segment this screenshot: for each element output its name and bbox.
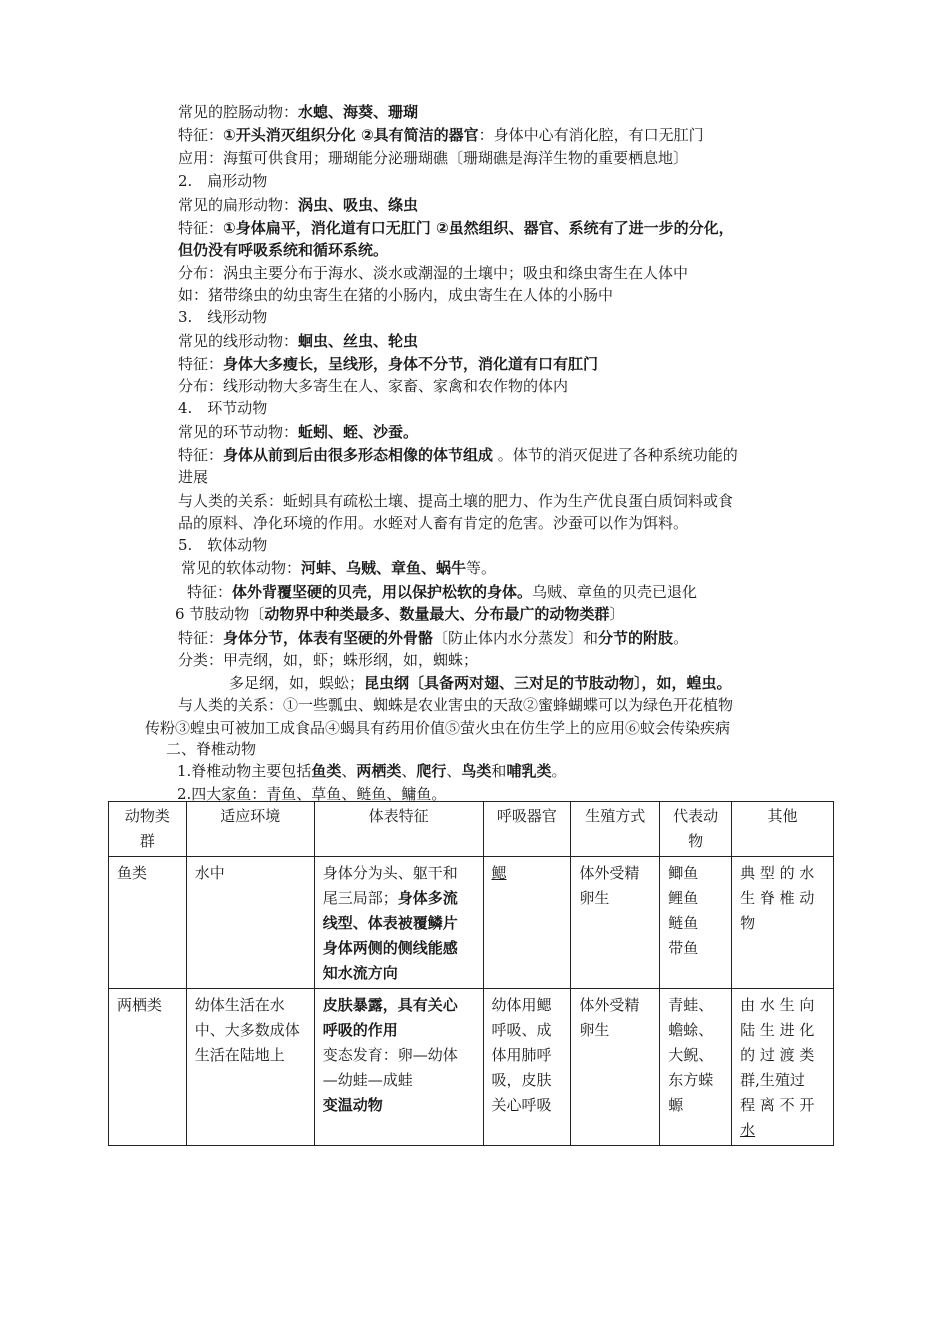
flatworm-feature-cont: 但仍没有呼吸系统和循环系统。: [178, 241, 389, 259]
amphibian-breath: 幼体用鳃 呼吸、成 体用肺呼 吸，皮肤 关心呼吸: [483, 989, 571, 1146]
fish-breath: 鳃: [483, 857, 571, 989]
amphibian-body: 皮肤暴露，具有关心 呼吸的作用 变态发育：卵—幼体 —幼蛙—成蛙 变温动物: [314, 989, 483, 1146]
annelid-heading: 4. 环节动物: [178, 399, 268, 417]
flatworm-common: 常见的扁形动物：涡虫、吸虫、绦虫: [178, 196, 419, 214]
vertebrate-item-2: 2.四大家鱼：青鱼、草鱼、鲢鱼、鳙鱼。: [177, 785, 447, 803]
fish-other: 典 型 的 水 生 脊 椎 动 物: [732, 857, 834, 989]
table-header-row: [109, 802, 834, 857]
amphibian-reps: 青蛙、 蟾蜍、 大鲵、 东方蝾 螈: [660, 989, 732, 1146]
annelid-feature-cont: 进展: [178, 468, 209, 486]
fish-env: 水中: [186, 857, 314, 989]
coelenterate-common: 常见的腔肠动物：水螅、海葵、珊瑚: [178, 103, 419, 121]
header-representatives: 代表动 物: [660, 802, 732, 857]
flatworm-feature: 特征：①身体扁平，消化道有口无肛门 ②虽然组织、器官、系统有了进一步的分化，: [178, 219, 734, 237]
header-environment: 适应环境: [186, 802, 314, 857]
flatworm-heading: 2. 扁形动物: [178, 172, 268, 190]
mollusk-heading: 5. 软体动物: [178, 536, 268, 554]
header-respiratory: 呼吸器官: [483, 802, 571, 857]
amphibian-repro: 体外受精 卵生: [571, 989, 660, 1146]
vertebrate-heading: 二、脊椎动物: [166, 740, 257, 758]
vertebrate-item-1: 1.脊椎动物主要包括鱼类、两栖类、爬行、鸟类和哺乳类。: [177, 762, 567, 780]
fish-repro: 体外受精 卵生: [571, 857, 660, 989]
header-other: 其他: [732, 802, 834, 857]
arthropod-classify-2: 多足纲，如，蜈蚣；昆虫纲〔具备两对翅、三对足的节肢动物〕，如，蝗虫。: [229, 674, 732, 692]
header-body-features: 体表特征: [314, 802, 483, 857]
mollusk-common: 常见的软体动物：河蚌、乌贼、章鱼、蜗牛等。: [181, 559, 497, 577]
table-row-amphibian: [109, 989, 834, 1146]
roundworm-heading: 3. 线形动物: [178, 308, 268, 326]
amphibian-group: 两栖类: [109, 989, 187, 1146]
coelenterate-application: 应用：海蜇可供食用；珊瑚能分泌珊瑚礁〔珊瑚礁是海洋生物的重要栖息地〕: [178, 149, 689, 167]
roundworm-common: 常见的线形动物：蛔虫、丝虫、轮虫: [178, 332, 419, 350]
header-group: 动物类 群: [109, 802, 187, 857]
coelenterate-feature: 特征：①开头消灭组织分化 ②具有简洁的器官：身体中心有消化腔，有口无肛门: [178, 126, 704, 144]
annelid-feature: 特征：身体从前到后由很多形态相像的体节组成 。体节的消灭促进了各种系统功能的: [178, 446, 738, 464]
arthropod-relation-1: 与人类的关系：①一些瓢虫、蜘蛛是农业害虫的天敌②蜜蜂蝴蝶可以为绿色开花植物: [178, 696, 734, 714]
annelid-common: 常见的环节动物：蚯蚓、蛭、沙蚕。: [178, 423, 419, 441]
amphibian-other: 由 水 生 向 陆 生 进 化 的 过 渡 类 群,生殖过 程 离 不 开 水: [732, 989, 834, 1146]
flatworm-distribution: 分布：涡虫主要分布于海水、淡水或潮湿的土壤中；吸虫和绦虫寄生在人体中: [178, 264, 689, 282]
mollusk-feature: 特征：体外背覆坚硬的贝壳，用以保护松软的身体。乌贼、章鱼的贝壳已退化: [187, 583, 698, 601]
arthropod-feature: 特征：身体分节，体表有坚硬的外骨骼〔防止体内水分蒸发〕和分节的附肢。: [178, 629, 689, 647]
header-reproduction: 生殖方式: [571, 802, 660, 857]
arthropod-heading: 6 节肢动物〔动物界中种类最多、数量最大、分布最广的动物类群〕: [175, 605, 625, 623]
fish-reps: 鲫鱼 鲤鱼 鲢鱼 带鱼: [660, 857, 732, 989]
table-row-fish: [109, 857, 834, 989]
vertebrate-table: [108, 801, 834, 1146]
fish-group: 鱼类: [109, 857, 187, 989]
roundworm-distribution: 分布：线形动物大多寄生在人、家畜、家禽和农作物的体内: [178, 377, 569, 395]
fish-body: 身体分为头、躯干和 尾三局部；身体多流 线型、体表被覆鳞片 身体两侧的侧线能感 知水流方向: [314, 857, 483, 989]
annelid-relation-1: 与人类的关系：蚯蚓具有疏松土壤、提高土壤的肥力、作为生产优良蛋白质饲料或食: [178, 492, 734, 510]
flatworm-example: 如：猪带绦虫的幼虫寄生在猪的小肠内，成虫寄生在人体的小肠中: [178, 286, 614, 304]
arthropod-relation-2: 传粉③蝗虫可被加工成食品④蝎具有药用价值⑤萤火虫在仿生学上的应用⑥蚊会传染疾病: [145, 719, 731, 737]
arthropod-classify: 分类：甲壳纲，如，虾；蛛形纲，如，蜘蛛；: [178, 651, 479, 669]
roundworm-feature: 特征：身体大多瘦长，呈线形，身体不分节，消化道有口有肛门: [178, 355, 599, 373]
amphibian-env: 幼体生活在水 中、大多数成体 生活在陆地上: [186, 989, 314, 1146]
annelid-relation-2: 品的原料、净化环境的作用。水蛭对人畜有肯定的危害。沙蚕可以作为饵料。: [178, 514, 689, 532]
